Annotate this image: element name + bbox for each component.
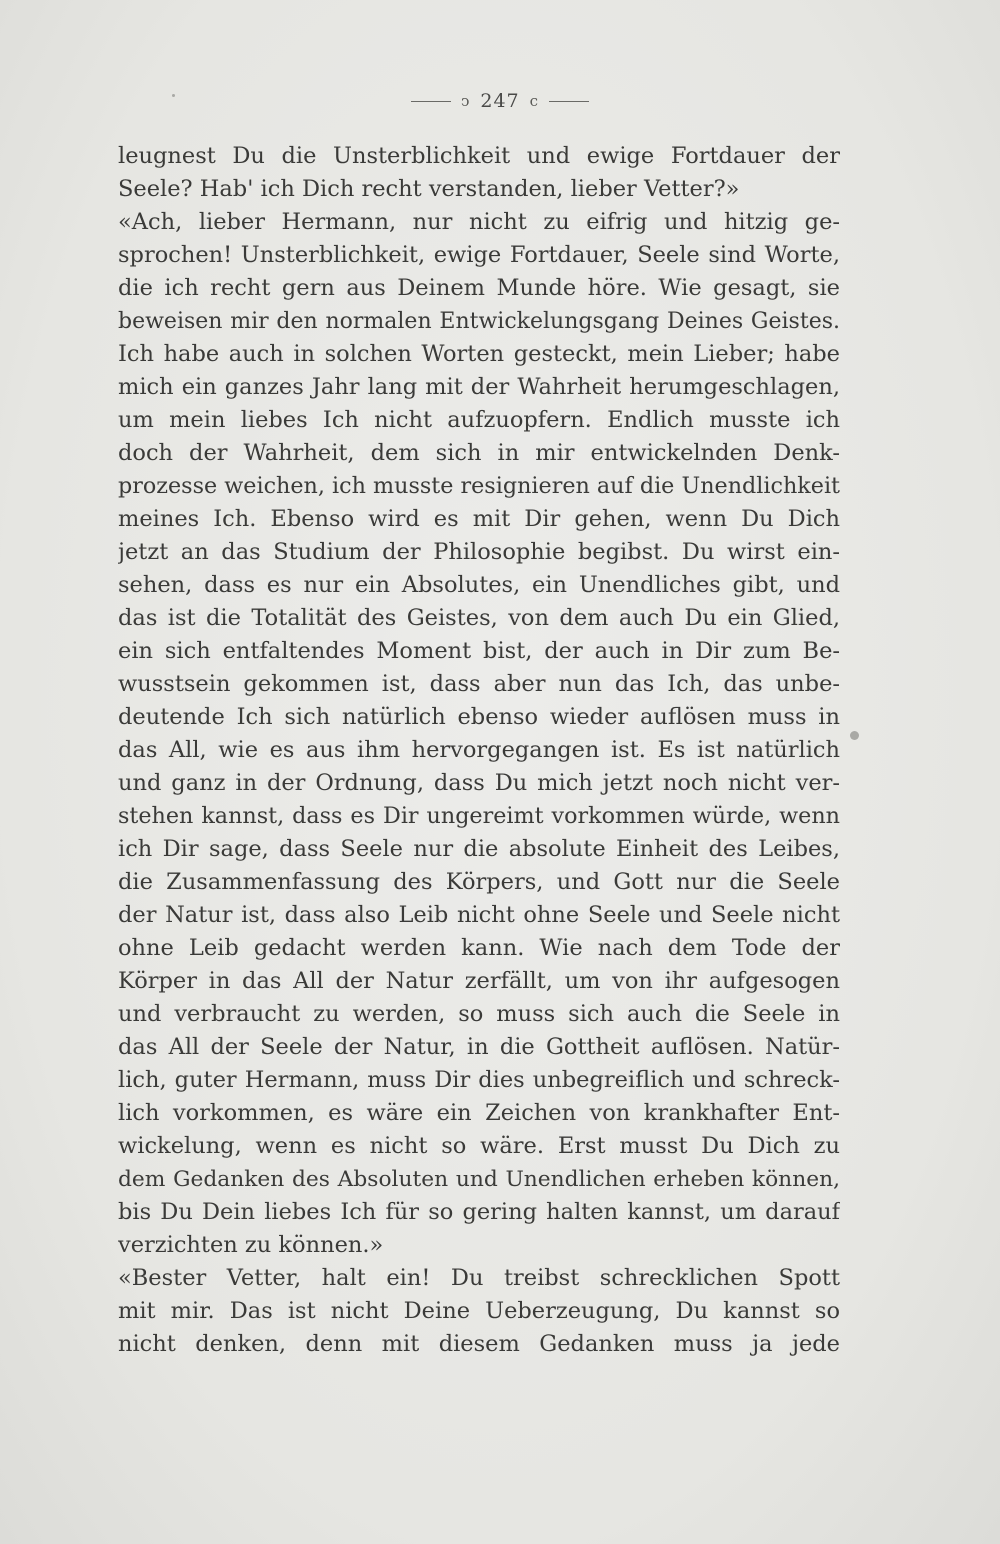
text-line: dem Gedanken des Absoluten und Unendlichen erheben können,	[118, 1167, 840, 1192]
text-line: der Natur ist, dass also Leib nicht ohne Seele und Seele nicht	[118, 902, 840, 928]
header-rule-left	[411, 101, 451, 102]
text-line: Ich habe auch in solchen Worten gesteckt, mein Lieber; habe	[118, 341, 840, 367]
text-line: bis Du Dein liebes Ich für so gering halten kannst, um darauf	[118, 1199, 840, 1225]
text-line: das All der Seele der Natur, in die Gottheit auflösen. Natür-	[118, 1034, 840, 1060]
text-line: jetzt an das Studium der Philosophie begibst. Du wirst ein-	[118, 539, 840, 565]
text-line: meines Ich. Ebenso wird es mit Dir gehen, wenn Du Dich	[118, 506, 840, 532]
text-line: ich Dir sage, dass Seele nur die absolute Einheit des Leibes,	[118, 836, 840, 862]
text-line: wusstsein gekommen ist, dass aber nun das Ich, das unbe-	[118, 671, 840, 697]
text-line: Seele? Hab' ich Dich recht verstanden, lieber Vetter?»	[118, 176, 740, 202]
header-rule-right	[549, 101, 589, 102]
paper-speck	[850, 731, 859, 740]
text-line: die ich recht gern aus Deinem Munde höre. Wie gesagt, sie	[118, 275, 840, 301]
page-number: 247	[480, 90, 520, 112]
text-line: nicht denken, denn mit diesem Gedanken muss ja jede	[118, 1331, 840, 1357]
text-line: lich, guter Hermann, muss Dir dies unbegreiflich und schreck-	[118, 1067, 840, 1093]
text-line: verzichten zu können.»	[118, 1232, 384, 1258]
text-line: ohne Leib gedacht werden kann. Wie nach dem Tode der	[118, 935, 840, 961]
text-line: mich ein ganzes Jahr lang mit der Wahrheit herumgeschlagen,	[118, 374, 840, 400]
text-line: um mein liebes Ich nicht aufzuopfern. Endlich musste ich	[118, 407, 840, 433]
paper-speck	[172, 94, 175, 97]
text-line: ein sich entfaltendes Moment bist, der auch in Dir zum Be-	[118, 638, 840, 664]
text-line: «Ach, lieber Hermann, nur nicht zu eifrig und hitzig ge-	[118, 209, 840, 235]
text-line: deutende Ich sich natürlich ebenso wieder auflösen muss in	[118, 704, 840, 730]
body-text	[118, 140, 840, 1361]
text-line: die Zusammenfassung des Körpers, und Gott nur die Seele	[118, 869, 840, 895]
text-line: mit mir. Das ist nicht Deine Ueberzeugung, Du kannst so	[118, 1298, 840, 1324]
text-line: lich vorkommen, es wäre ein Zeichen von krankhafter Ent-	[118, 1100, 840, 1126]
text-line: das ist die Totalität des Geistes, von dem auch Du ein Glied,	[118, 605, 840, 631]
text-line: wickelung, wenn es nicht so wäre. Erst musst Du Dich zu	[118, 1133, 840, 1159]
text-line: «Bester Vetter, halt ein! Du treibst schrecklichen Spott	[118, 1265, 840, 1291]
text-line: beweisen mir den normalen Entwickelungsgang Deines Geistes.	[118, 309, 840, 334]
text-line: leugnest Du die Unsterblichkeit und ewige Fortdauer der	[118, 143, 840, 169]
header-ornament-left: ↄ	[460, 92, 471, 110]
text-line: sprochen! Unsterblichkeit, ewige Fortdauer, Seele sind Worte,	[118, 242, 840, 268]
text-line: prozesse weichen, ich musste resignieren auf die Unendlichkeit	[118, 473, 840, 499]
text-line: sehen, dass es nur ein Absolutes, ein Unendliches gibt, und	[118, 572, 840, 598]
page-header	[0, 86, 1000, 116]
text-line: und verbraucht zu werden, so muss sich auch die Seele in	[118, 1001, 840, 1027]
text-line: stehen kannst, dass es Dir ungereimt vorkommen würde, wenn	[118, 803, 840, 829]
header-ornament-right: c	[529, 92, 540, 110]
text-line: und ganz in der Ordnung, dass Du mich jetzt noch nicht ver-	[118, 770, 840, 796]
text-line: Körper in das All der Natur zerfällt, um von ihr aufgesogen	[118, 968, 840, 994]
text-line: doch der Wahrheit, dem sich in mir entwickelnden Denk-	[118, 440, 840, 466]
text-line: das All, wie es aus ihm hervorgegangen ist. Es ist natürlich	[118, 737, 840, 763]
